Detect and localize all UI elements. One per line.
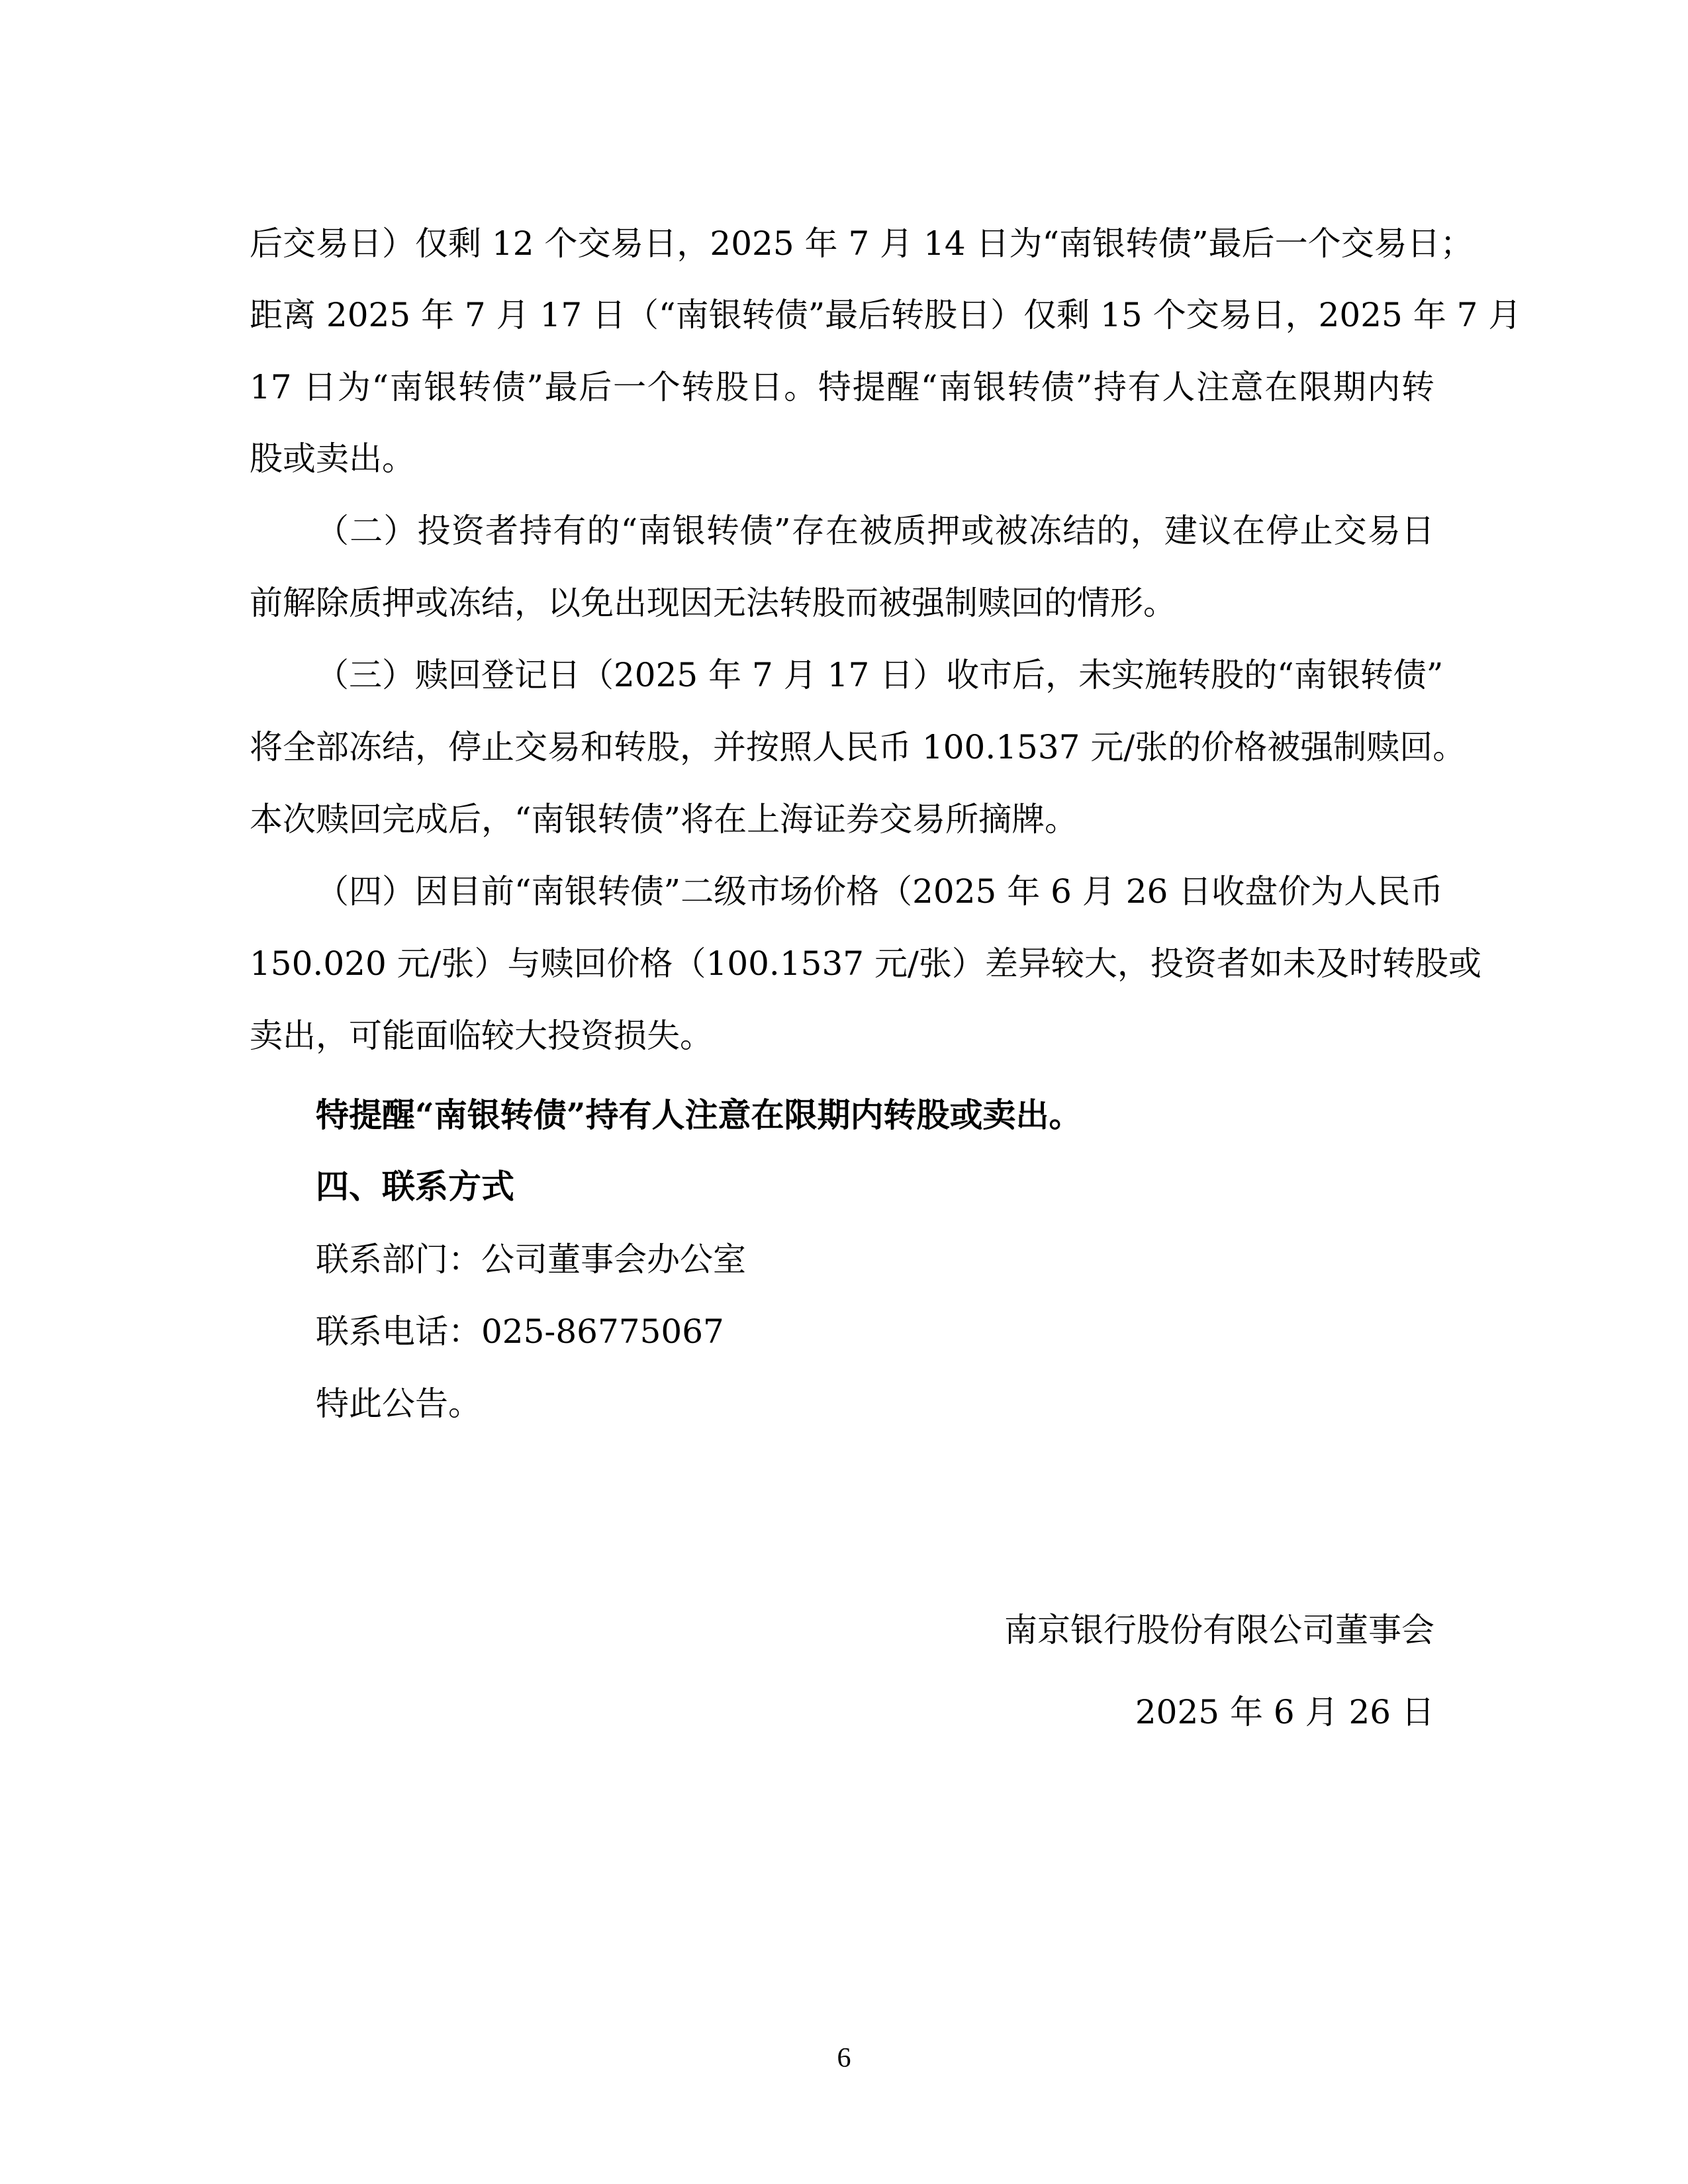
contact-phone-label: 联系电话： <box>316 1312 481 1351</box>
item-four-line: 150.020 元/张）与赎回价格（100.1537 元/张）差异较大，投资者如未及时转股或 <box>250 944 1481 983</box>
contact-phone <box>316 1312 724 1351</box>
body-line: 17 日为“南银转债”最后一个转股日。特提醒“南银转债”持有人注意在限期内转 <box>250 368 1434 406</box>
page-number: 6 <box>837 2043 851 2073</box>
body-line: 后交易日）仅剩 12 个交易日，2025 年 7 月 14 日为“南银转债”最后一个交易日； <box>250 224 1474 263</box>
contact-department <box>316 1240 746 1279</box>
body-line: 股或卖出。 <box>250 439 415 478</box>
reminder-text: 特提醒“南银转债”持有人注意在限期内转股或卖出。 <box>316 1095 1082 1134</box>
section-heading: 四、联系方式 <box>316 1167 514 1206</box>
item-four-line: （四）因目前“南银转债”二级市场价格（2025 年 6 月 26 日收盘价为人民币 <box>316 872 1444 911</box>
contact-department-label: 联系部门： <box>316 1240 481 1279</box>
item-two-line: 前解除质押或冻结，以免出现因无法转股而被强制赎回的情形。 <box>250 584 1176 622</box>
contact-department-value: 公司董事会办公室 <box>481 1240 746 1279</box>
item-two-line: （二）投资者持有的“南银转债”存在被质押或被冻结的，建议在停止交易日 <box>316 512 1434 550</box>
contact-phone-value: 025-86775067 <box>481 1312 724 1351</box>
item-three-line: 将全部冻结，停止交易和转股，并按照人民币 100.1537 元/张的价格被强制赎回。 <box>250 728 1466 766</box>
signature-date: 2025 年 6 月 26 日 <box>1135 1693 1434 1731</box>
signature-issuer: 南京银行股份有限公司董事会 <box>1004 1611 1434 1649</box>
body-line: 距离 2025 年 7 月 17 日（“南银转债”最后转股日）仅剩 15 个交易日，2025 年 7 月 <box>250 296 1522 334</box>
item-four-line: 卖出，可能面临较大投资损失。 <box>250 1017 713 1055</box>
closing-text: 特此公告。 <box>316 1385 481 1423</box>
item-three-line: 本次赎回完成后，“南银转债”将在上海证券交易所摘牌。 <box>250 800 1078 839</box>
item-three-line: （三）赎回登记日（2025 年 7 月 17 日）收市后，未实施转股的“南银转债” <box>316 656 1444 694</box>
